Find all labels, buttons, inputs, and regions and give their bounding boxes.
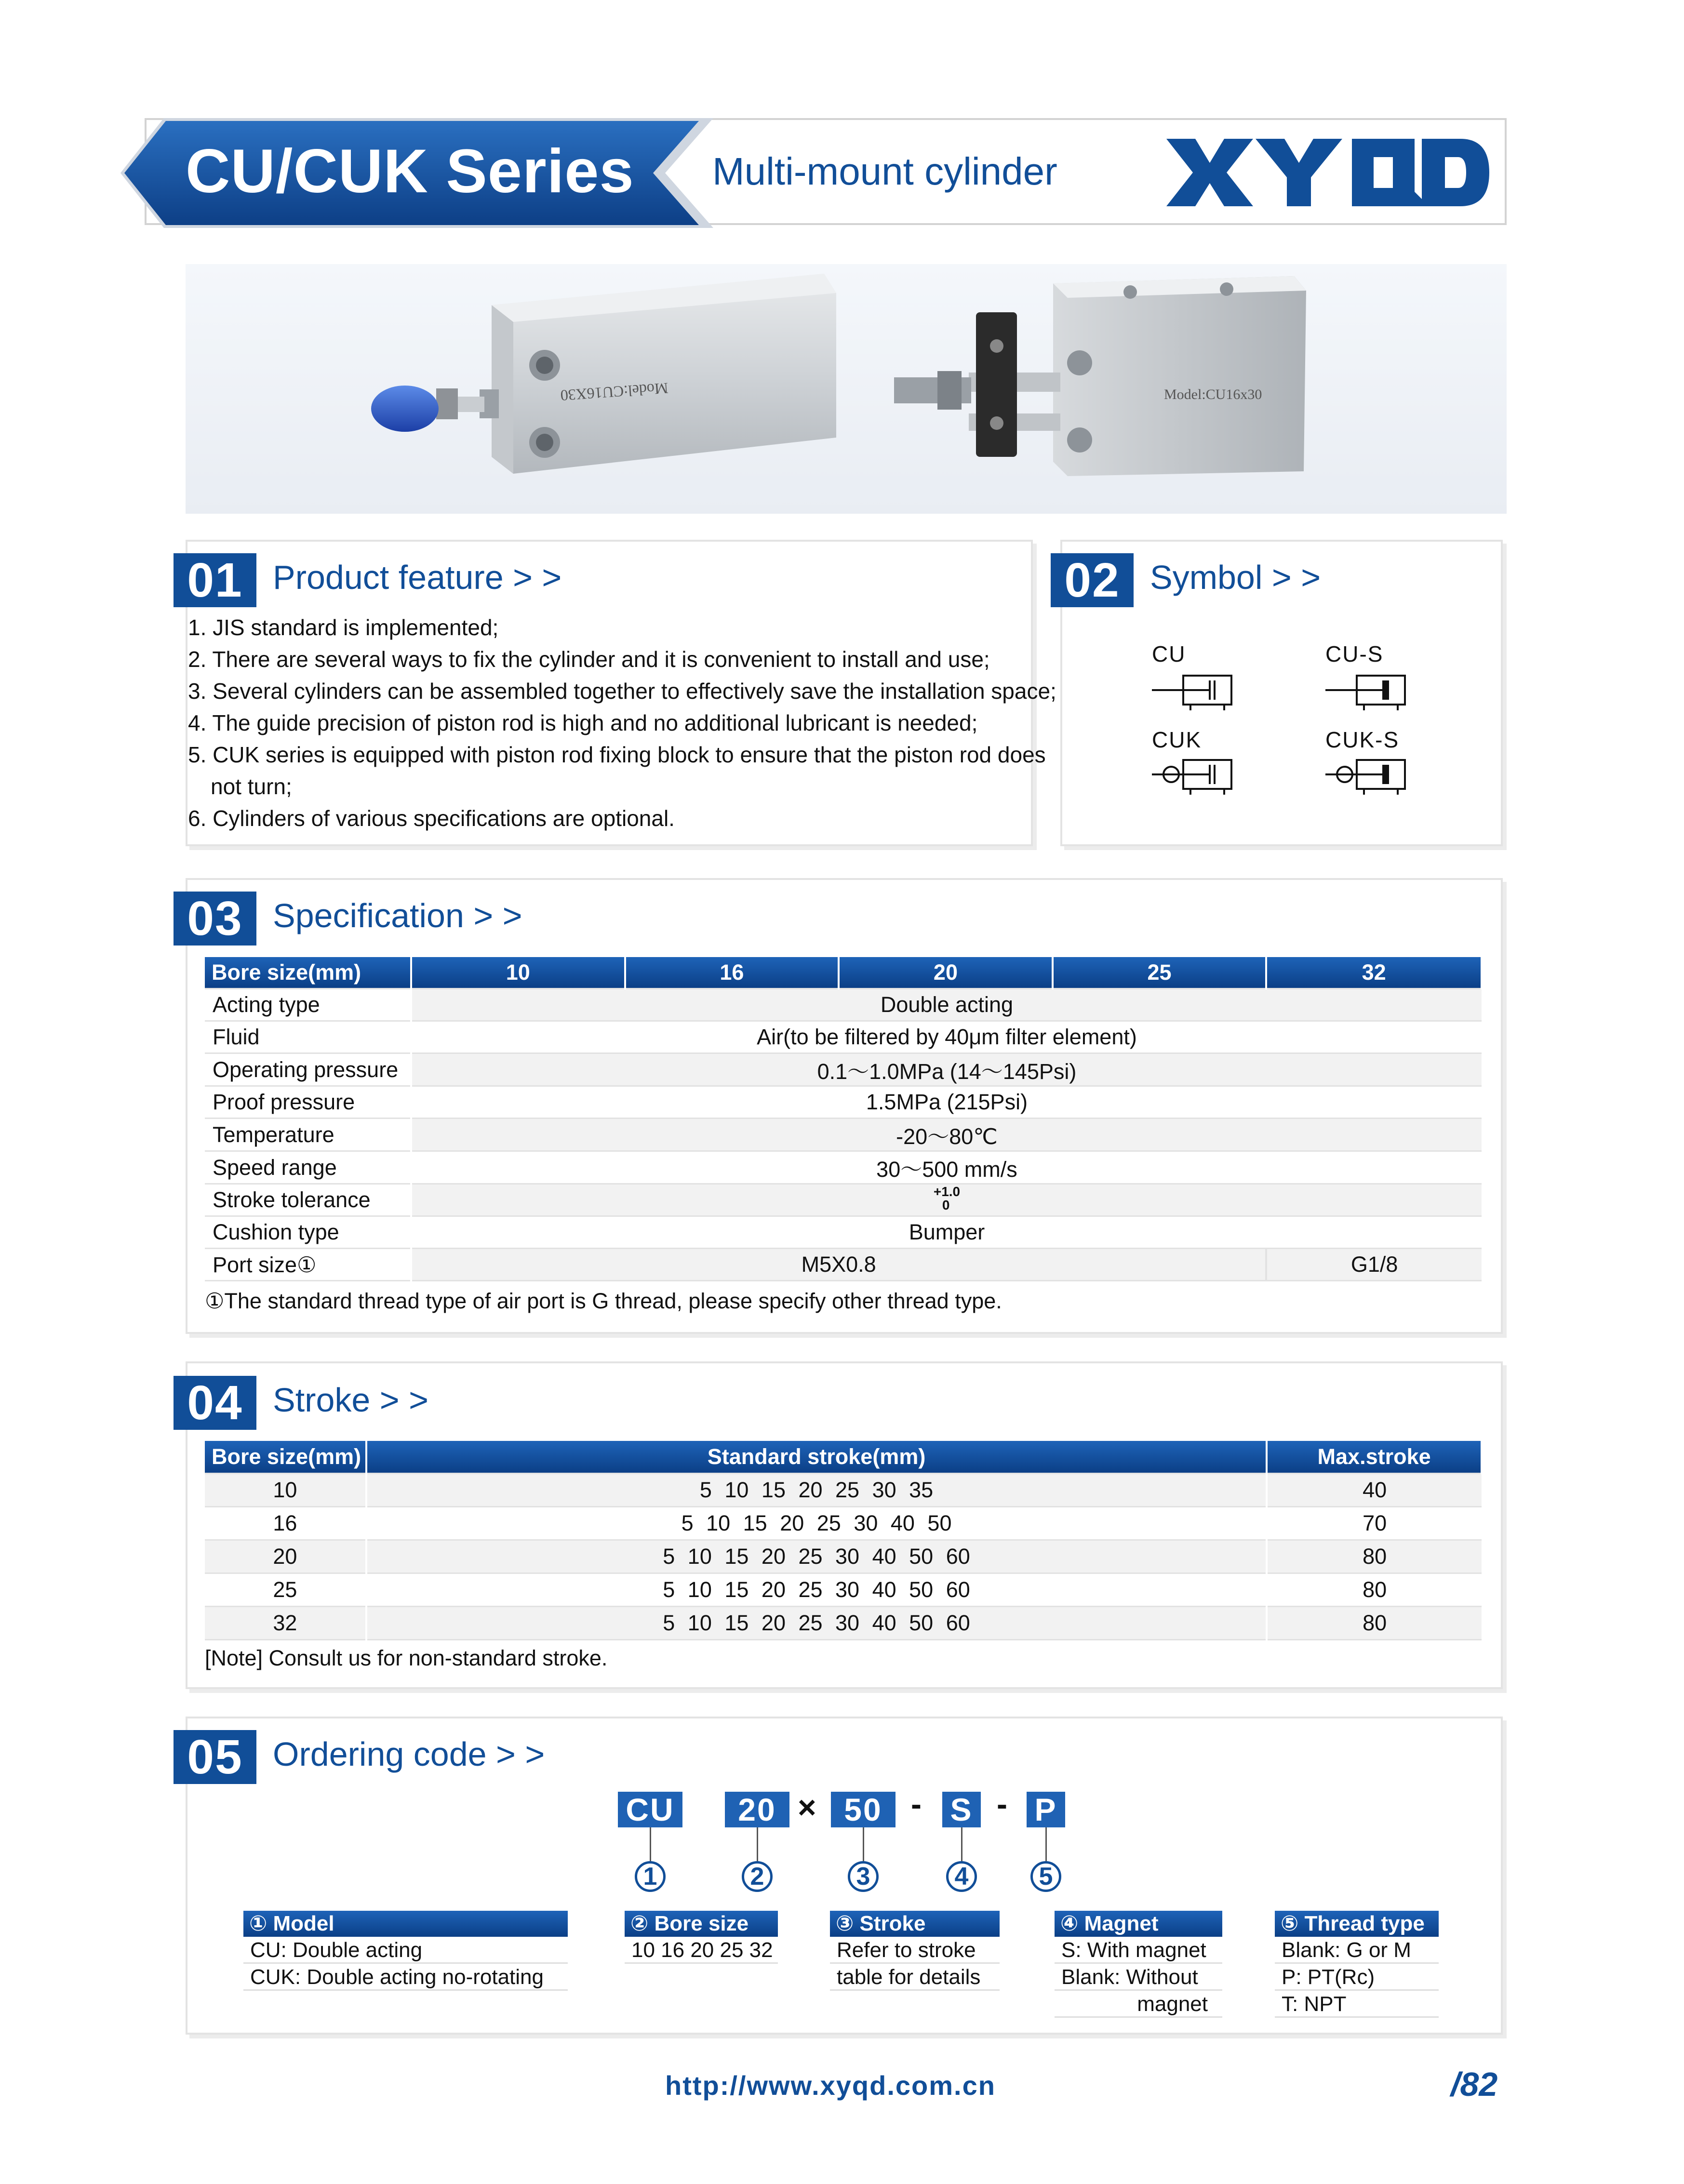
option-head-model: ① Model — [243, 1911, 568, 1937]
bore-cell: 20 — [205, 1540, 366, 1573]
stroke-values-cell: 5 10 15 20 25 30 40 50 — [366, 1507, 1267, 1540]
option-line: 10 16 20 25 32 — [625, 1937, 778, 1964]
connector-line — [1045, 1827, 1047, 1861]
bore-cell: 16 — [205, 1507, 366, 1540]
feature-item: 4. The guide precision of piston rod is high and no additional lubricant is needed; — [188, 710, 978, 735]
page-number: /82 — [1451, 2065, 1498, 2103]
option-line: CUK: Double acting no-rotating — [243, 1964, 568, 1991]
option-line: magnet — [1055, 1991, 1222, 2018]
section-number-01: 01 — [174, 553, 256, 607]
code-stroke: 50 — [831, 1792, 895, 1827]
symbol-label-cu: CU — [1152, 641, 1186, 666]
cuk-s-symbol-icon — [1323, 754, 1419, 798]
stroke-table — [205, 1441, 1483, 1640]
code-separator-times: × — [798, 1789, 816, 1825]
bore-cell: 32 — [205, 1607, 366, 1640]
max-stroke-cell: 80 — [1267, 1573, 1482, 1607]
feature-item: 1. JIS standard is implemented; — [188, 615, 499, 640]
option-line: P: PT(Rc) — [1275, 1964, 1439, 1991]
spec-row — [205, 1184, 1482, 1216]
spec-header-cell: 32 — [1266, 957, 1482, 989]
tolerance-upper: +1.0 — [933, 1184, 961, 1199]
code-thread: P — [1027, 1792, 1065, 1827]
connector-line — [757, 1827, 758, 1861]
spec-footnote: ①The standard thread type of air port is G thread, please specify other thread type. — [205, 1289, 1002, 1313]
stroke-note: [Note] Consult us for non-standard stroke. — [205, 1646, 608, 1670]
spec-label: Proof pressure — [205, 1086, 411, 1119]
footer-url-link[interactable]: http://www.xyqd.com.cn — [665, 2070, 996, 2101]
option-line: Blank: Without — [1055, 1964, 1222, 1991]
marker-circle: 4 — [946, 1861, 977, 1892]
code-bore: 20 — [725, 1792, 789, 1827]
option-line: table for details — [830, 1964, 1000, 1991]
spec-row — [205, 1119, 1482, 1151]
option-line: Blank: G or M — [1275, 1937, 1439, 1964]
spec-row — [205, 1086, 1482, 1119]
feature-item: 6. Cylinders of various specifications are optional. — [188, 806, 675, 831]
cuk-symbol-icon — [1149, 754, 1246, 798]
stroke-header-row — [205, 1441, 1482, 1474]
section-number-04: 04 — [174, 1376, 256, 1430]
spec-header-cell: Bore size(mm) — [205, 957, 411, 989]
symbol-label-cuk-s: CUK-S — [1325, 727, 1400, 752]
stroke-header-cell: Standard stroke(mm) — [366, 1441, 1267, 1474]
option-head-magnet: ④ Magnet — [1055, 1911, 1222, 1937]
code-magnet: S — [942, 1792, 981, 1827]
spec-value: 0.1～1.0MPa (14～145Psi) — [411, 1053, 1482, 1086]
spec-value: Bumper — [411, 1216, 1482, 1249]
bore-cell: 25 — [205, 1573, 366, 1607]
feature-item: 5. CUK series is equipped with piston rod fixing block to ensure that the piston rod does — [188, 742, 1046, 767]
feature-item: 2. There are several ways to fix the cylinder and it is convenient to install and use; — [188, 647, 990, 672]
stroke-row — [205, 1573, 1482, 1607]
specification-title: Specification > > — [273, 897, 522, 934]
stroke-row — [205, 1540, 1482, 1573]
spec-value: Double acting — [411, 989, 1482, 1021]
spec-row — [205, 989, 1482, 1021]
svg-text:Model:CU16x30: Model:CU16x30 — [1164, 386, 1262, 402]
spec-value: 1.5MPa (215Psi) — [411, 1086, 1482, 1119]
code-separator-dash: - — [911, 1786, 922, 1822]
stroke-row — [205, 1607, 1482, 1640]
option-line: Refer to stroke — [830, 1937, 1000, 1964]
feature-title: Product feature > > — [273, 559, 562, 596]
spec-label: Fluid — [205, 1021, 411, 1053]
spec-row — [205, 1216, 1482, 1249]
connector-line — [961, 1827, 962, 1861]
connector-line — [863, 1827, 864, 1861]
section-number-03: 03 — [174, 892, 256, 946]
spec-header-row — [205, 957, 1482, 989]
specification-table — [205, 957, 1483, 1281]
section-number-02: 02 — [1051, 553, 1134, 607]
spec-label: Speed range — [205, 1151, 411, 1184]
stroke-values-cell: 5 10 15 20 25 30 40 50 60 — [366, 1607, 1267, 1640]
connector-line — [650, 1827, 651, 1861]
option-head-thread: ⑤ Thread type — [1275, 1911, 1439, 1937]
spec-row — [205, 1151, 1482, 1184]
stroke-row — [205, 1507, 1482, 1540]
option-line: CU: Double acting — [243, 1937, 568, 1964]
brand-logo — [1162, 129, 1494, 216]
spec-row — [205, 1021, 1482, 1053]
option-head-bore: ② Bore size — [625, 1911, 778, 1937]
spec-header-cell: 20 — [839, 957, 1053, 989]
spec-label: Cushion type — [205, 1216, 411, 1249]
stroke-values-cell: 5 10 15 20 25 30 40 50 60 — [366, 1573, 1267, 1607]
marker-circle: 1 — [635, 1861, 666, 1892]
spec-header-cell: 10 — [411, 957, 625, 989]
option-line: S: With magnet — [1055, 1937, 1222, 1964]
stroke-values-cell: 5 10 15 20 25 30 35 — [366, 1474, 1267, 1507]
spec-header-cell: 16 — [625, 957, 839, 989]
max-stroke-cell: 40 — [1267, 1474, 1482, 1507]
section-number-05: 05 — [174, 1730, 256, 1784]
spec-row — [205, 1249, 1482, 1281]
spec-label: Port size① — [205, 1249, 411, 1281]
max-stroke-cell: 70 — [1267, 1507, 1482, 1540]
spec-header-cell: 25 — [1053, 957, 1267, 989]
symbol-title: Symbol > > — [1150, 559, 1321, 596]
stroke-tolerance-value — [411, 1184, 1482, 1216]
series-title: CU/CUK Series — [186, 137, 634, 206]
stroke-values-cell: 5 10 15 20 25 30 40 50 60 — [366, 1540, 1267, 1573]
option-head-stroke: ③ Stroke — [830, 1911, 1000, 1937]
spec-value: Air(to be filtered by 40μm filter element) — [411, 1021, 1482, 1053]
spec-label: Temperature — [205, 1119, 411, 1151]
stroke-header-cell: Max.stroke — [1267, 1441, 1482, 1474]
spec-value: -20～80℃ — [411, 1119, 1482, 1151]
series-subtitle: Multi-mount cylinder — [712, 150, 1057, 193]
ordering-title: Ordering code > > — [273, 1735, 545, 1773]
product-photo — [186, 264, 1507, 514]
spec-value: 30～500 mm/s — [411, 1151, 1482, 1184]
port-size-value-large: G1/8 — [1266, 1249, 1482, 1281]
stroke-header-cell: Bore size(mm) — [205, 1441, 366, 1474]
stroke-row — [205, 1474, 1482, 1507]
port-size-value-small: M5X0.8 — [411, 1249, 1266, 1281]
max-stroke-cell: 80 — [1267, 1607, 1482, 1640]
marker-circle: 5 — [1030, 1861, 1061, 1892]
feature-item: 3. Several cylinders can be assembled together to effectively save the installation space; — [188, 679, 1056, 704]
symbol-label-cu-s: CU-S — [1325, 641, 1384, 666]
code-separator-dash: - — [997, 1786, 1007, 1822]
cu-symbol-icon — [1149, 670, 1246, 713]
marker-circle: 2 — [742, 1861, 773, 1892]
spec-row — [205, 1053, 1482, 1086]
marker-circle: 3 — [848, 1861, 879, 1892]
code-model: CU — [618, 1792, 682, 1827]
spec-label: Operating pressure — [205, 1053, 411, 1086]
bore-cell: 10 — [205, 1474, 366, 1507]
stroke-title: Stroke > > — [273, 1381, 428, 1419]
feature-item: not turn; — [211, 774, 292, 799]
max-stroke-cell: 80 — [1267, 1540, 1482, 1573]
spec-label: Acting type — [205, 989, 411, 1021]
spec-label: Stroke tolerance — [205, 1184, 411, 1216]
symbol-label-cuk: CUK — [1152, 727, 1202, 752]
tolerance-lower: 0 — [942, 1198, 950, 1212]
svg-text:Model:CU16X30: Model:CU16X30 — [560, 379, 669, 405]
cu-s-symbol-icon — [1323, 670, 1419, 713]
option-line: T: NPT — [1275, 1991, 1439, 2018]
